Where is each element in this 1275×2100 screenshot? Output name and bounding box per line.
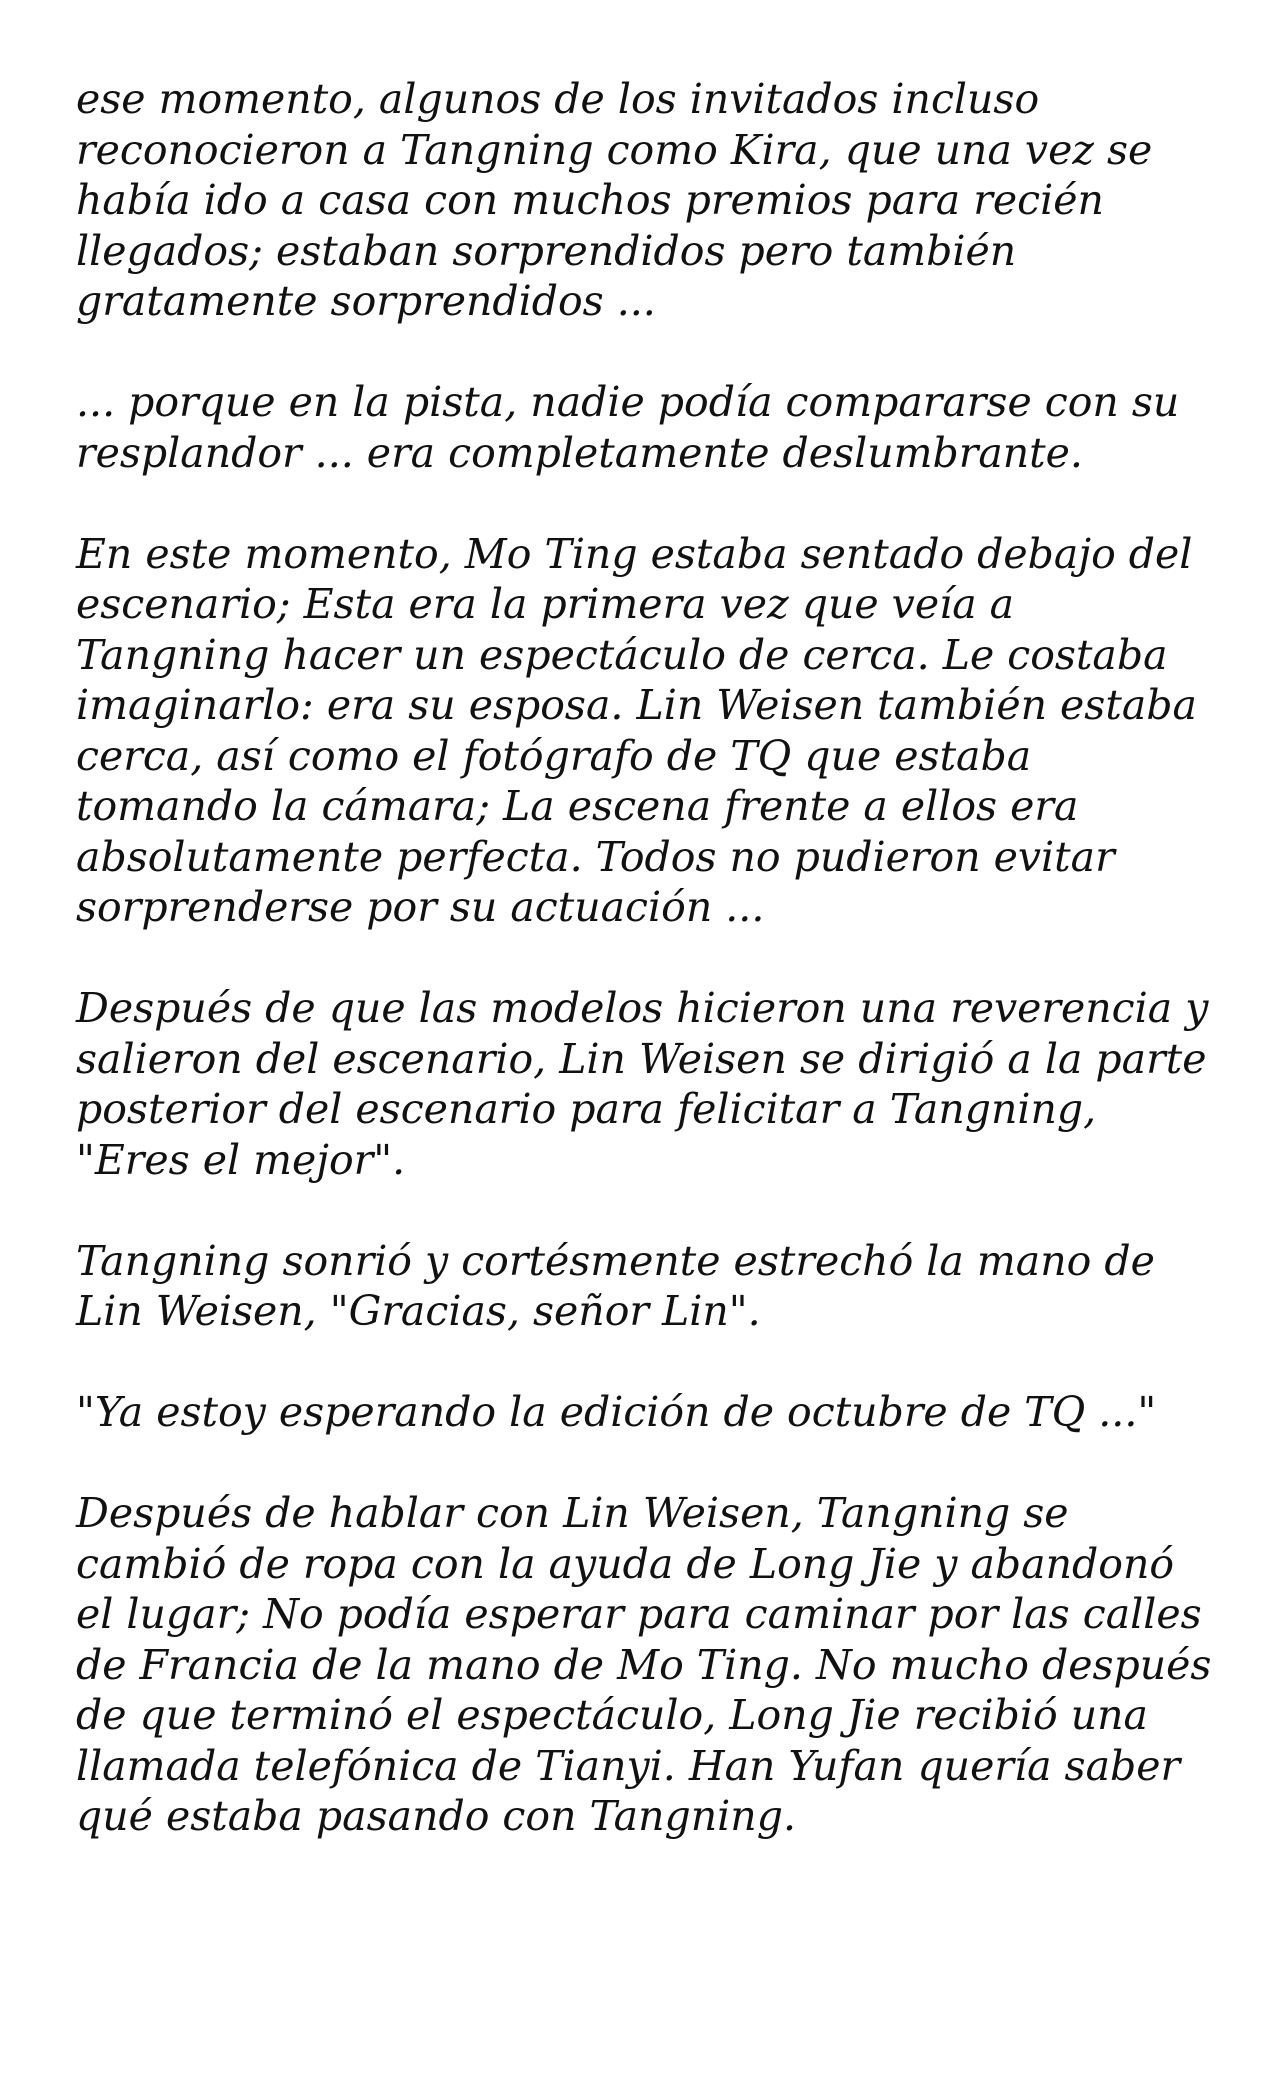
paragraph-2: ... porque en la pista, nadie podía compararse con su resplandor ... era completamente deslumbrante. [76,378,1180,477]
document-page [76,74,1216,1892]
paragraph-7: Después de hablar con Lin Weisen, Tangning se cambió de ropa con la ayuda de Long Jie y abandonó el lugar; No podía esperar para caminar por las calles de Francia de la mano de Mo Ting. No mucho después de que terminó el espectáculo, Long Jie recibió una llamada telefónica de Tianyi. Han Yufan quería saber qué estaba pasando con Tangning. [76,1489,1212,1840]
paragraph-6: "Ya estoy esperando la edición de octubre de TQ ..." [76,1388,1157,1436]
paragraph-5: Tangning sonrió y cortésmente estrechó la mano de Lin Weisen, "Gracias, señor Lin". [76,1236,1155,1335]
paragraph-1: ese momento, algunos de los invitados incluso reconocieron a Tangning como Kira, que una vez se había ido a casa con muchos premios para recién llegados; estaban sorprendidos pero también gratamente sorprendidos ... [76,75,1153,325]
paragraph-4: Después de que las modelos hicieron una reverencia y salieron del escenario, Lin Weisen se dirigió a la parte posterior del escenario para felicitar a Tangning, "Eres el mejor". [76,984,1209,1184]
paragraph-3: En este momento, Mo Ting estaba sentado debajo del escenario; Esta era la primera vez que veía a Tangning hacer un espectáculo de cerca. Le costaba imaginarlo: era su esposa. Lin Weisen también estaba cerca, así como el fotógrafo de TQ que estaba tomando la cámara; La escena frente a ellos era absolutamente perfecta. Todos no pudieron evitar sorprenderse por su actuación ... [76,529,1197,931]
